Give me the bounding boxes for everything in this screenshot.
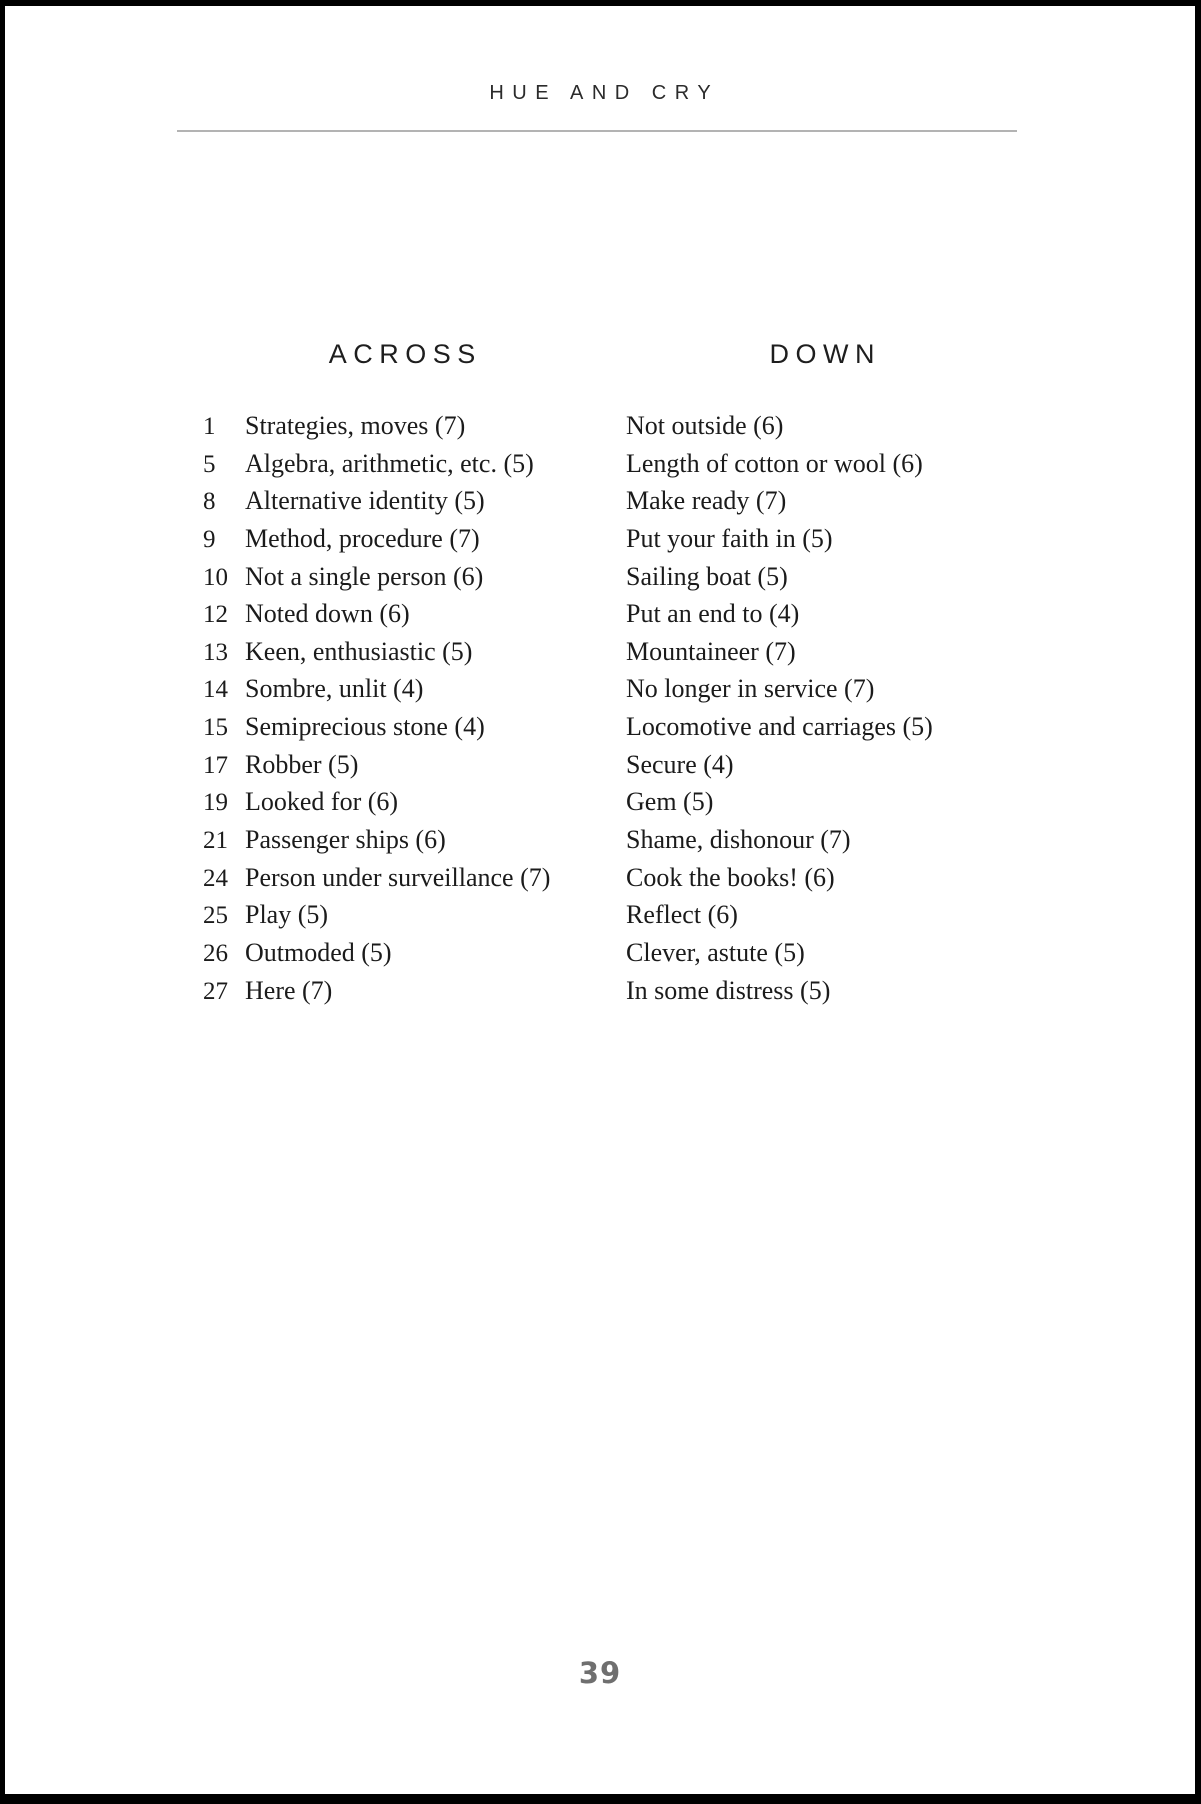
clue-number: 13 [203,638,228,666]
down-clue-row [626,520,1046,558]
across-clue-row [203,746,603,784]
clue-number: 5 [203,450,216,478]
clue-text: Gem (5) [626,787,714,817]
clue-text: In some distress (5) [626,975,831,1005]
across-clue-row [203,633,603,671]
across-clue-row [203,972,603,1010]
clue-text: Play (5) [245,900,329,930]
clue-text: Sailing boat (5) [626,561,788,591]
down-clue-row [626,896,1046,934]
clue-text: Alternative identity (5) [245,486,485,516]
clue-text: Locomotive and carriages (5) [626,712,933,742]
clue-text: No longer in service (7) [626,674,875,704]
clue-text: Passenger ships (6) [245,825,446,855]
clue-number: 1 [203,413,216,440]
clue-number: 17 [203,751,228,779]
across-clue-row [203,407,603,445]
down-clue-row [626,821,1046,859]
clue-text: Length of cotton or wool (6) [626,448,923,478]
page-number: 39 [578,1656,622,1690]
clue-text: Not outside (6) [626,411,784,440]
clue-text: Clever, astute (5) [626,937,805,967]
clue-number: 24 [203,864,228,892]
clue-text: Robber (5) [245,749,359,779]
across-clue-list [203,407,603,1009]
clue-text: Keen, enthusiastic (5) [245,636,473,666]
across-clue-row [203,558,603,596]
down-clue-row [626,859,1046,897]
clue-text: Here (7) [245,975,333,1005]
across-clue-row [203,520,603,558]
across-clue-row [203,934,603,972]
clue-number: 27 [203,977,228,1005]
across-clue-row [203,896,603,934]
across-clue-row [203,482,603,520]
clue-text: Method, procedure (7) [245,523,480,553]
clue-number: 26 [203,939,228,967]
down-clue-row [626,407,1046,445]
clue-text: Person under surveillance (7) [245,862,551,892]
clue-number: 12 [203,601,228,629]
clue-number: 19 [203,789,228,817]
across-clue-row [203,708,603,746]
clue-number: 25 [203,902,228,930]
clue-number: 15 [203,714,228,742]
clue-number: 10 [203,563,228,591]
clue-text: Algebra, arithmetic, etc. (5) [245,448,534,478]
down-clue-row [626,972,1046,1010]
down-clue-row [626,670,1046,708]
down-clue-list [626,407,1046,1009]
clue-number: 21 [203,827,228,855]
clue-text: Outmoded (5) [245,937,392,967]
across-heading: ACROSS [328,339,482,369]
down-clue-row [626,783,1046,821]
down-clue-row [626,558,1046,596]
clue-text: Looked for (6) [245,787,399,817]
clue-text: Put an end to (4) [626,599,800,629]
clue-number: 9 [203,525,216,553]
across-clue-row [203,595,603,633]
across-clue-row [203,445,603,483]
clue-number: 8 [203,488,216,516]
down-clue-row [626,708,1046,746]
down-heading: DOWN [769,339,881,369]
header-rule-divider [177,130,1017,132]
clue-text: Sombre, unlit (4) [245,674,424,704]
clue-text: Semiprecious stone (4) [245,712,485,742]
down-clue-row [626,445,1046,483]
down-clue-row [626,746,1046,784]
book-title: HUE AND CRY [489,82,720,104]
clue-text: Shame, dishonour (7) [626,825,851,855]
clue-text: Mountaineer (7) [626,636,796,666]
clue-text: Not a single person (6) [245,561,484,591]
book-page [5,6,1195,1794]
down-clue-row [626,934,1046,972]
across-clue-row [203,821,603,859]
clue-text: Put your faith in (5) [626,523,833,553]
clue-text: Noted down (6) [245,599,410,629]
down-clue-row [626,482,1046,520]
clue-text: Make ready (7) [626,486,787,516]
clue-text: Reflect (6) [626,900,738,930]
across-clue-row [203,859,603,897]
clue-text: Secure (4) [626,749,734,779]
clue-number: 14 [203,676,228,704]
down-clue-row [626,633,1046,671]
clue-text: Strategies, moves (7) [245,411,466,440]
clue-text: Cook the books! (6) [626,862,835,892]
across-clue-row [203,670,603,708]
down-clue-row [626,595,1046,633]
across-clue-row [203,783,603,821]
